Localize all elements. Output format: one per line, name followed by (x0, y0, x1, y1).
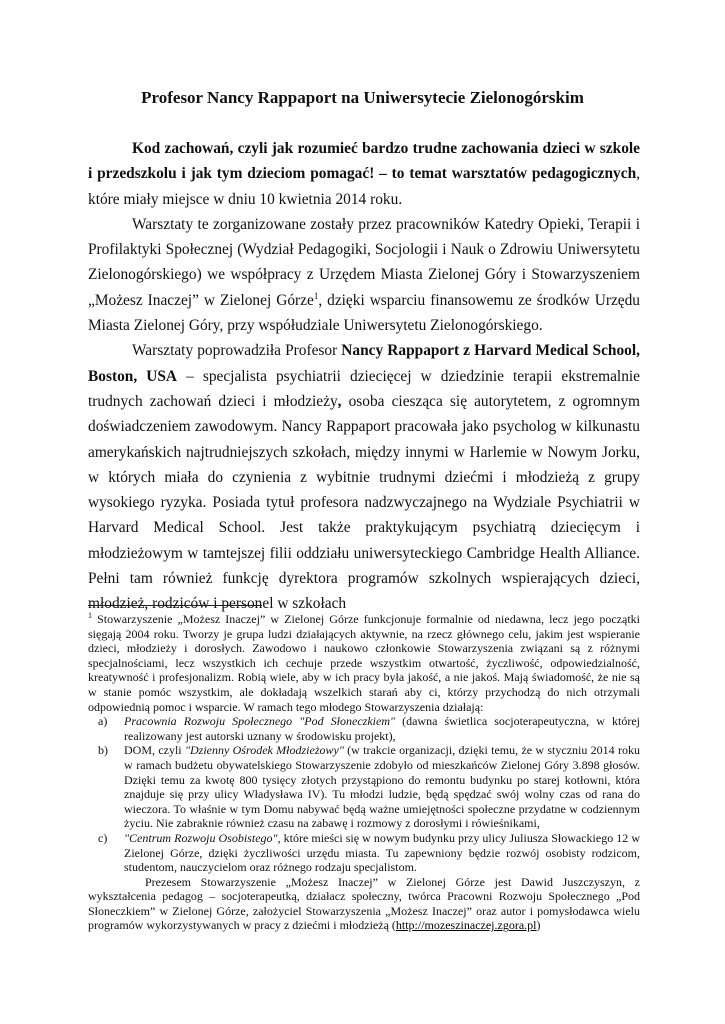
paragraph-intro (88, 136, 640, 212)
list-item (88, 831, 640, 875)
item-lead: DOM, czyli (124, 743, 185, 758)
item-title: Pracownia Rozwoju Społecznego "Pod Słoneczkiem" (124, 714, 396, 729)
list-marker: b) (98, 743, 108, 758)
list-item (88, 743, 640, 831)
item-text: (w trakcie organizacji, dzięki temu, że w styczniu 2014 roku w ramach budżetu obywatelskiego Stowarzyszenie zdobyło od mieszkańców Zielonej Góry 3.898 głosów. Dzięki temu za kwotę 800 tysięcy złotych przystąpiono do remontu budynku po starej kotłowni, która znajduje się przy ulicy Władysława IV). Tu młodzi ludzie, będą spędzać swój wolny czas od rana do wieczora. To właśnie w tym Domu nabywać będą ważne umiejętności społeczne przydatne w codziennym życiu. Nie zabraknie również czasu na zabawę i rozmowy z dorosłymi i rówieśnikami, (124, 743, 640, 831)
paragraph-organizers (88, 212, 640, 338)
article-body (88, 136, 640, 617)
item-text: (dawna świetlica socjoterapeutyczna, w której realizowany jest autorski uznany w środowisku projekt), (124, 714, 641, 743)
item-title: "Centrum Rozwoju Osobistego" (124, 830, 278, 845)
footnote-marker[interactable]: 1 (313, 290, 319, 301)
item-title: "Dzienny Ośrodek Młodzieżowy" (184, 743, 344, 758)
organizers-text-end: , dzięki wsparciu finansowemu ze środków Urzędu Miasta Zielonej Góry, przy współudziale Uniwersytetu Zielonogórskiego. (88, 291, 640, 335)
closing-text: Prezesem Stowarzyszenie „Możesz Inaczej” w Zielonej Górze jest Dawid Juszczyszyn, z wykształcenia pedagog – socjoterapeutką, działacz społeczny, twórca Pracowni Rozwoju Społecznego „Pod Słoneczkiem” w Zielonej Górze, założyciel Stowarzyszenia „Możesz Inaczej” oraz autor i pomysłodawca wielu programów wykorzystywanych w pracy z dziećmi i młodzieżą ( (88, 874, 640, 933)
closing-end: ) (536, 918, 541, 933)
item-text: , które mieści się w nowym budynku przy ulicy Juliusza Słowackiego 12 w Zielonej Górze, dzięki życzliwości urzędu miasta. Tu zapewniony będzie rozwój osobisty rodzicom, studentom, nauczycielom oraz różnego rodzaju specjalistom. (124, 830, 640, 875)
speaker-bio: osoba ciesząca się autorytetem, z ogromnym doświadczeniem zawodowym. Nancy Rappaport pracowała jako psycholog w kilkunastu amerykańskich najtrudniejszych szkołach, między innymi w Harlemie w Nowym Jorku, w których miała do czynienia z wybitnie trudnymi dziećmi i młodzieżą z grupy wysokiego ryzyka. Posiada tytuł profesora nadzwyczajnego na Wydziale Psychiatrii w Harvard Medical School. Jest także praktykującym psychiatrą dziecięcym i młodzieżowym w tamtejszej filii oddziału uniwersyteckiego Cambridge Health Alliance. Pełni tam również funkcję dyrektora programów szkolnych wspierających dzieci, młodzież, rodziców i personel w szkołach (88, 392, 640, 613)
organizers-text: Warsztaty te zorganizowane zostały przez pracowników Katedry Opieki, Terapii i Profilaktyki Społecznej (Wydział Pedagogiki, Socjologii i Nauk o Zdrowiu Uniwersytetu Zielonogórskiego) we współpracy z Urzędem Miasta Zielonej Góry i Stowarzyszeniem „Możesz Inaczej” w Zielonej Górze (88, 215, 640, 309)
workshop-topic: Kod zachowań, czyli jak rozumieć bardzo trudne zachowania dzieci w szkole i przedszkolu i jak tym dzieciom pomagać! – to temat warsztatów pedagogicznych (88, 140, 640, 183)
list-marker: a) (98, 714, 108, 729)
list-marker: c) (98, 830, 108, 845)
speaker-intro: Warsztaty poprowadziła Profesor (132, 342, 342, 360)
footnote-separator (88, 605, 262, 606)
paragraph-speaker (88, 338, 640, 616)
footnote-intro-text: Stowarzyszenie „Możesz Inaczej” w Zielonej Górze funkcjonuje formalnie od niedawna, lecz jego początki sięgają 2004 roku. Tworzy je grupa ludzi działających aktywnie, na rzecz głównego celu, jakim jest wspieranie dzieci, młodzieży i dorosłych. Zawodowo i naukowo członkowie Stowarzyszenia związani są z różnymi specjalnościami, lecz wszystkich ich cechuje przede wszystkim otwartość, życzliwość, odpowiedzialność, kreatywność i profesjonalizm. Robią wiele, aby w ich pracy była jakość, a nie jakoś. Mają świadomość, że nie są w stanie pomóc wszystkim, ale dokładają wszelkich starań aby ci, którzy przychodzą do nich otrzymali odpowiednią pomoc i wsparcie. W ramach tego młodego Stowarzyszenia działają: (88, 612, 640, 714)
list-item (88, 714, 640, 743)
footnote (88, 612, 640, 933)
footnote-closing (88, 875, 640, 933)
footnote-intro (88, 612, 640, 714)
intro-rest: , które miały miejsce w dniu 10 kwietnia 2014 roku. (88, 165, 640, 208)
speaker-comma: , (337, 392, 342, 410)
speaker-name: Nancy Rappaport z Harvard Medical School, Boston, USA (88, 342, 640, 385)
website-link[interactable]: http://mozeszinaczej.zgora.pl (395, 918, 537, 933)
footnote-number: 1 (88, 611, 92, 620)
speaker-text: – specjalista psychiatrii dziecięcej w dziedzinie terapii ekstremalnie trudnych zachowań dzieci i młodzieży (88, 367, 640, 410)
page-title: Profesor Nancy Rappaport na Uniwersytecie Zielonogórskim (141, 88, 584, 107)
footnote-list (88, 714, 640, 875)
